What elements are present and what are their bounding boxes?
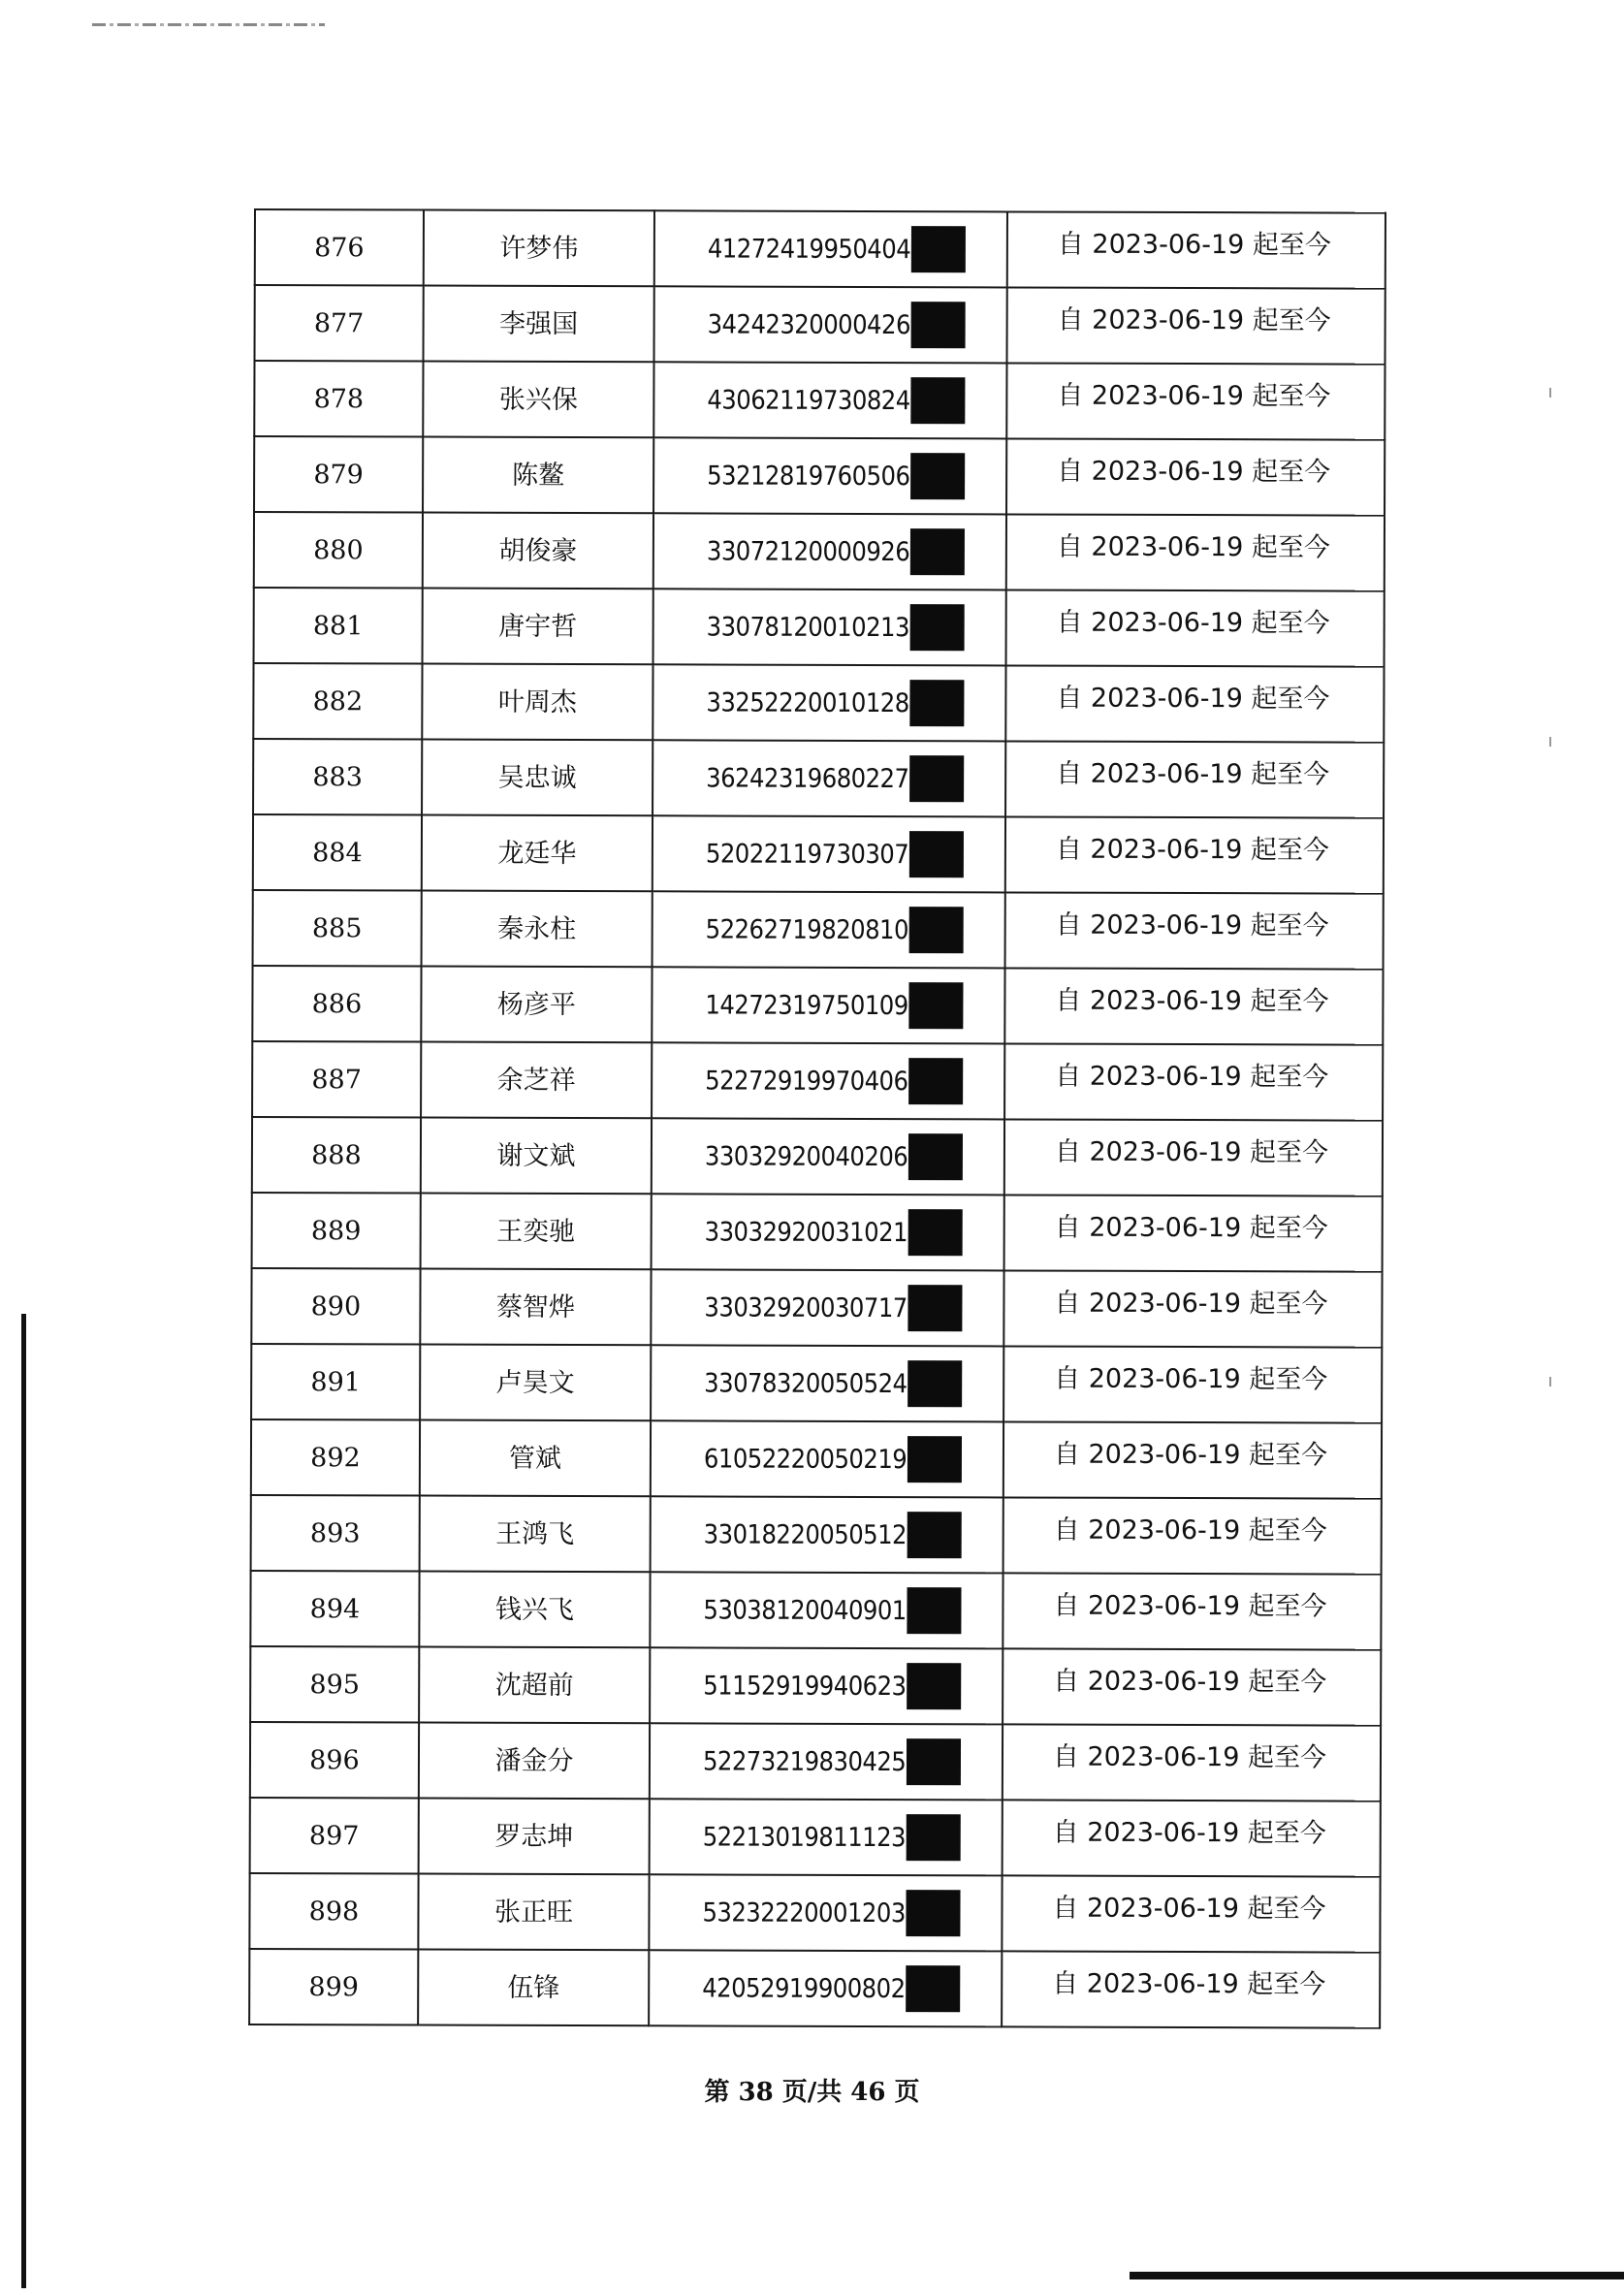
person-name-cell: 余芝祥	[421, 1042, 652, 1119]
redaction-block	[907, 1738, 961, 1785]
effective-period-text: 自 2023-06-19 起至今	[1052, 1968, 1326, 1999]
effective-period-cell	[1006, 590, 1385, 666]
effective-period-cell	[1002, 1875, 1380, 1952]
row-number-cell: 895	[250, 1646, 419, 1723]
effective-period-text: 自 2023-06-19 起至今	[1055, 834, 1330, 865]
scan-artifact-left-edge	[21, 1314, 26, 2288]
effective-period-text: 自 2023-06-19 起至今	[1056, 683, 1330, 714]
person-name-cell: 秦永柱	[422, 891, 653, 968]
id-number-wrapper	[652, 1435, 962, 1482]
redaction-block	[909, 831, 964, 877]
row-number-cell: 879	[254, 436, 423, 513]
table-row	[251, 1419, 1382, 1499]
id-number-visible-digits: 33078320050524	[704, 1367, 908, 1399]
id-number-visible-digits: 36242319680227	[706, 762, 909, 794]
id-number-cell	[652, 967, 1004, 1043]
id-number-visible-digits: 52272919970406	[705, 1065, 908, 1097]
effective-period-cell	[1003, 1346, 1382, 1422]
effective-period-text: 自 2023-06-19 起至今	[1053, 1439, 1328, 1470]
redaction-block	[908, 1133, 963, 1180]
table-row	[254, 512, 1385, 591]
id-number-cell	[650, 1723, 1003, 1800]
effective-period-cell	[1005, 741, 1384, 817]
redaction-block	[910, 680, 965, 726]
id-number-wrapper	[655, 225, 966, 272]
roster-table-body	[249, 209, 1385, 2028]
effective-period-cell	[1004, 1195, 1383, 1271]
id-number-visible-digits: 33078120010213	[706, 611, 910, 643]
row-number-cell: 899	[249, 1949, 418, 2025]
row-number-cell: 881	[254, 588, 423, 664]
redaction-block	[907, 1663, 961, 1709]
roster-table	[248, 208, 1386, 2029]
id-number-visible-digits: 14272319750109	[705, 989, 908, 1021]
effective-period-cell	[1006, 514, 1385, 590]
person-name-cell: 王鸿飞	[420, 1496, 651, 1573]
id-number-visible-digits: 53232220001203	[702, 1897, 906, 1928]
id-number-wrapper	[650, 1964, 960, 2012]
person-name-cell: 吴忠诚	[422, 740, 653, 816]
id-number-wrapper	[653, 754, 964, 802]
row-number-cell: 878	[254, 361, 423, 437]
table-row	[251, 1495, 1382, 1575]
id-number-wrapper	[651, 1586, 961, 1634]
id-number-cell	[653, 362, 1006, 438]
table-row	[252, 1041, 1383, 1121]
effective-period-cell	[1003, 1421, 1382, 1498]
table-row	[254, 588, 1385, 667]
id-number-visible-digits: 33032920030717	[704, 1291, 908, 1323]
id-number-visible-digits: 34242320000426	[707, 308, 911, 340]
redaction-block	[910, 604, 965, 651]
person-name-cell: 罗志坤	[419, 1799, 650, 1875]
id-number-wrapper	[651, 1813, 961, 1861]
id-number-wrapper	[652, 1284, 962, 1331]
id-number-cell	[650, 1647, 1003, 1724]
row-number-cell: 893	[251, 1495, 420, 1572]
effective-period-cell	[1003, 1648, 1381, 1725]
table-row	[249, 1949, 1380, 2028]
redaction-block	[908, 1285, 963, 1331]
id-number-visible-digits: 53212819760506	[707, 460, 910, 492]
row-number-cell: 897	[250, 1798, 419, 1874]
redaction-block	[908, 1360, 962, 1407]
effective-period-text: 自 2023-06-19 起至今	[1052, 1893, 1326, 1924]
scan-artifact-tick	[1549, 388, 1551, 398]
redaction-block	[908, 1512, 962, 1558]
effective-period-cell	[1003, 1497, 1382, 1574]
effective-period-text: 自 2023-06-19 起至今	[1052, 1817, 1326, 1848]
id-number-visible-digits: 33018220050512	[703, 1518, 908, 1550]
person-name-cell: 王奕驰	[421, 1194, 652, 1270]
effective-period-text: 自 2023-06-19 起至今	[1054, 1212, 1328, 1243]
effective-period-text: 自 2023-06-19 起至今	[1054, 1136, 1329, 1167]
row-number-cell: 877	[255, 285, 424, 362]
redaction-block	[907, 1814, 961, 1861]
person-name-cell: 管斌	[420, 1420, 651, 1497]
id-number-cell	[653, 589, 1006, 665]
effective-period-text: 自 2023-06-19 起至今	[1057, 304, 1331, 335]
id-number-cell	[654, 286, 1007, 363]
effective-period-cell	[1003, 1270, 1382, 1347]
id-number-visible-digits: 52273219830425	[702, 1745, 907, 1777]
effective-period-cell	[1002, 1951, 1380, 2027]
effective-period-text: 自 2023-06-19 起至今	[1057, 380, 1331, 411]
id-number-wrapper	[653, 1132, 963, 1180]
redaction-block	[909, 907, 964, 953]
effective-period-text: 自 2023-06-19 起至今	[1056, 531, 1330, 562]
scan-artifact-bottom-edge	[1130, 2272, 1624, 2279]
effective-period-text: 自 2023-06-19 起至今	[1055, 909, 1329, 940]
person-name-cell: 潘金分	[419, 1723, 650, 1800]
id-number-cell	[653, 664, 1005, 741]
table-row	[253, 890, 1384, 970]
table-row	[254, 436, 1385, 516]
table-row	[253, 739, 1384, 818]
id-number-visible-digits: 33252220010128	[706, 686, 909, 718]
row-number-cell: 896	[250, 1722, 419, 1799]
id-number-wrapper	[653, 679, 964, 726]
effective-period-cell	[1005, 892, 1384, 969]
row-number-cell: 894	[250, 1571, 419, 1647]
row-number-cell: 888	[252, 1117, 421, 1194]
id-number-wrapper	[652, 1359, 962, 1407]
id-number-cell	[652, 1042, 1004, 1119]
id-number-wrapper	[653, 981, 963, 1029]
id-number-cell	[652, 1118, 1004, 1195]
person-name-cell: 龙廷华	[422, 815, 653, 892]
row-number-cell: 887	[252, 1041, 421, 1118]
id-number-visible-digits: 33032920031021	[704, 1216, 908, 1248]
redaction-block	[910, 453, 965, 499]
person-name-cell: 张正旺	[418, 1874, 649, 1951]
row-number-cell: 886	[252, 966, 421, 1042]
person-name-cell: 卢昊文	[420, 1345, 651, 1421]
effective-period-cell	[1004, 1119, 1383, 1195]
effective-period-text: 自 2023-06-19 起至今	[1055, 985, 1329, 1016]
effective-period-text: 自 2023-06-19 起至今	[1052, 1741, 1327, 1772]
person-name-cell: 叶周杰	[422, 664, 653, 741]
id-number-visible-digits: 53038120040901	[703, 1594, 907, 1626]
effective-period-cell	[1003, 1800, 1381, 1876]
effective-period-cell	[1006, 438, 1385, 515]
row-number-cell: 898	[249, 1873, 418, 1950]
person-name-cell: 李强国	[424, 286, 654, 363]
row-number-cell: 883	[253, 739, 422, 815]
table-row	[251, 1344, 1382, 1423]
id-number-cell	[651, 1496, 1003, 1573]
effective-period-cell	[1007, 287, 1385, 364]
person-name-cell: 谢文斌	[421, 1118, 652, 1195]
page-number-footer: 第 38 页/共 46 页	[704, 2078, 920, 2107]
effective-period-text: 自 2023-06-19 起至今	[1057, 456, 1331, 487]
id-number-cell	[652, 1194, 1004, 1270]
effective-period-text: 自 2023-06-19 起至今	[1053, 1590, 1327, 1621]
effective-period-text: 自 2023-06-19 起至今	[1053, 1666, 1327, 1697]
person-name-cell: 胡俊豪	[423, 513, 653, 590]
id-number-wrapper	[654, 527, 965, 575]
id-number-cell	[649, 1874, 1002, 1951]
id-number-visible-digits: 52022119730307	[705, 838, 909, 870]
person-name-cell: 伍锋	[418, 1950, 649, 2026]
id-number-wrapper	[651, 1662, 961, 1709]
id-number-visible-digits: 52262719820810	[705, 913, 909, 945]
table-row	[250, 1798, 1381, 1877]
row-number-cell: 891	[251, 1344, 420, 1420]
id-number-cell	[650, 1799, 1003, 1875]
redaction-block	[909, 755, 964, 802]
person-name-cell: 唐宇哲	[423, 589, 653, 665]
id-number-cell	[653, 513, 1006, 590]
table-row	[255, 209, 1385, 289]
table-row	[252, 1117, 1383, 1196]
redaction-block	[908, 1058, 963, 1104]
redaction-block	[908, 1436, 962, 1482]
effective-period-cell	[1005, 665, 1384, 742]
redaction-block	[910, 528, 965, 575]
effective-period-text: 自 2023-06-19 起至今	[1056, 607, 1330, 638]
redaction-block	[906, 1965, 960, 2012]
row-number-cell: 882	[253, 663, 422, 740]
effective-period-cell	[1004, 1043, 1383, 1120]
table-row	[251, 1268, 1382, 1348]
id-number-wrapper	[650, 1889, 960, 1936]
id-number-wrapper	[655, 301, 966, 348]
effective-period-cell	[1003, 1573, 1381, 1649]
redaction-block	[908, 1209, 963, 1256]
id-number-visible-digits: 41272419950404	[707, 233, 911, 265]
id-number-wrapper	[654, 452, 965, 499]
table-row	[254, 361, 1385, 440]
row-number-cell: 890	[251, 1268, 420, 1345]
redaction-block	[909, 982, 964, 1029]
effective-period-text: 自 2023-06-19 起至今	[1057, 229, 1331, 260]
table-row	[250, 1646, 1381, 1726]
id-number-cell	[651, 1269, 1003, 1346]
id-number-wrapper	[652, 1511, 962, 1558]
table-row	[250, 1722, 1381, 1801]
id-number-wrapper	[653, 1057, 963, 1104]
scan-artifact-tick	[1549, 737, 1551, 747]
redaction-block	[908, 1587, 962, 1634]
table-row	[252, 1193, 1383, 1272]
id-number-wrapper	[651, 1737, 961, 1785]
effective-period-cell	[1003, 1724, 1381, 1801]
id-number-cell	[651, 1420, 1003, 1497]
id-number-wrapper	[653, 1208, 963, 1256]
row-number-cell: 892	[251, 1419, 420, 1496]
id-number-wrapper	[653, 906, 964, 953]
table-row	[255, 285, 1385, 365]
table-row	[252, 966, 1383, 1045]
person-name-cell: 张兴保	[423, 362, 653, 438]
id-number-cell	[653, 437, 1006, 514]
id-number-visible-digits: 42052919900802	[702, 1972, 906, 2004]
table-row	[253, 663, 1384, 743]
id-number-visible-digits: 52213019811123	[702, 1821, 907, 1853]
id-number-cell	[653, 740, 1005, 816]
id-number-visible-digits: 51152919940623	[703, 1670, 907, 1702]
scan-artifact-tick	[1549, 1377, 1551, 1387]
effective-period-text: 自 2023-06-19 起至今	[1054, 1288, 1328, 1319]
row-number-cell: 884	[253, 814, 422, 891]
person-name-cell: 陈鳌	[423, 437, 653, 514]
redaction-block	[911, 226, 966, 272]
row-number-cell: 889	[252, 1193, 421, 1269]
effective-period-text: 自 2023-06-19 起至今	[1054, 1363, 1328, 1394]
id-number-cell	[653, 815, 1005, 892]
effective-period-cell	[1007, 211, 1385, 288]
effective-period-text: 自 2023-06-19 起至今	[1053, 1514, 1327, 1546]
row-number-cell: 880	[254, 512, 423, 589]
id-number-cell	[653, 891, 1005, 968]
effective-period-text: 自 2023-06-19 起至今	[1055, 1061, 1329, 1092]
id-number-visible-digits: 61052220050219	[703, 1443, 908, 1475]
redaction-block	[911, 377, 966, 424]
effective-period-cell	[1005, 816, 1384, 893]
table-row	[249, 1873, 1380, 1953]
id-number-cell	[649, 1950, 1002, 2026]
redaction-block	[907, 1890, 961, 1936]
scan-artifact-top	[92, 23, 325, 26]
person-name-cell: 钱兴飞	[419, 1572, 650, 1648]
id-number-visible-digits: 43062119730824	[707, 384, 910, 416]
id-number-cell	[650, 1572, 1003, 1648]
id-number-cell	[651, 1345, 1003, 1421]
id-number-visible-digits: 33032920040206	[704, 1140, 908, 1172]
effective-period-cell	[1004, 968, 1383, 1044]
redaction-block	[911, 302, 966, 348]
id-number-wrapper	[653, 830, 964, 877]
id-number-visible-digits: 33072120000926	[706, 535, 910, 567]
id-number-cell	[654, 210, 1007, 287]
person-name-cell: 沈超前	[419, 1647, 650, 1724]
id-number-wrapper	[654, 603, 965, 651]
effective-period-cell	[1006, 363, 1385, 439]
table-row	[253, 814, 1384, 894]
row-number-cell: 876	[255, 209, 424, 286]
table-row	[250, 1571, 1381, 1650]
row-number-cell: 885	[253, 890, 422, 967]
person-name-cell: 蔡智烨	[420, 1269, 651, 1346]
person-name-cell: 许梦伟	[424, 210, 654, 287]
id-number-wrapper	[654, 376, 965, 424]
person-name-cell: 杨彦平	[421, 967, 652, 1043]
effective-period-text: 自 2023-06-19 起至今	[1056, 758, 1330, 789]
